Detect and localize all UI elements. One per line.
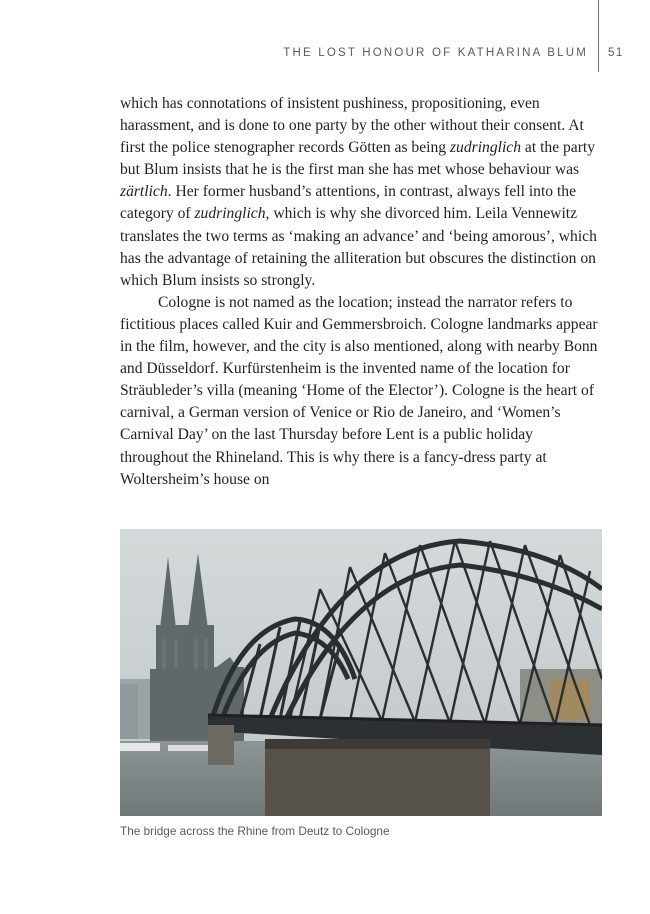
bridge-photo-illustration	[120, 529, 602, 816]
photo-hohenzollern-bridge	[120, 529, 602, 816]
page-number: 51	[608, 47, 624, 59]
term-zudringlich: zudringlich	[449, 139, 522, 157]
running-head: THE LOST HONOUR OF KATHARINA BLUM	[283, 47, 588, 59]
paragraph-2: Cologne is not named as the location; instead the narrator refers to fictitious places called Kuir and Gemmersbroich. Cologne landmarks appear in the film, however, and the city is also mentioned, along with nearby Bonn and Düsseldorf. Kurfürstenheim is the invented name of the location for Sträubleder’s villa (meaning ‘Home of the Elector’). Cologne is the heart of carnival, a German version of Venice or Rio de Janeiro, and ‘Women’s Carnival Day’ on the last Thursday before Lent is a public holiday throughout the Rhineland. This is why there is a fancy-dress party at Woltersheim’s house on	[120, 293, 598, 488]
header-divider	[598, 0, 599, 72]
figure-caption: The bridge across the Rhine from Deutz to Cologne	[120, 824, 390, 838]
paragraph-1: which has connotations of insistent pushiness, propositioning, even harassment, and is done to one party by the other without their consent. At first the police stenographer records Götten as being zudringlich at the party but Blum insists that he is the first man she has met whose behaviour was zärtlich. Her former husband’s attentions, in contrast, always fell into the category of zudringlich, which is why she divorced him. Leila Vennewitz translates the two terms as ‘making an advance’ and ‘being amorous’, which has the advantage of retaining the alliteration but obscures the distinction on which Blum insists so strongly.	[120, 95, 597, 289]
term-zudringlich-2: zudringlich	[194, 205, 266, 223]
term-zartlich: zärtlich	[120, 183, 168, 201]
body-text	[120, 93, 602, 491]
